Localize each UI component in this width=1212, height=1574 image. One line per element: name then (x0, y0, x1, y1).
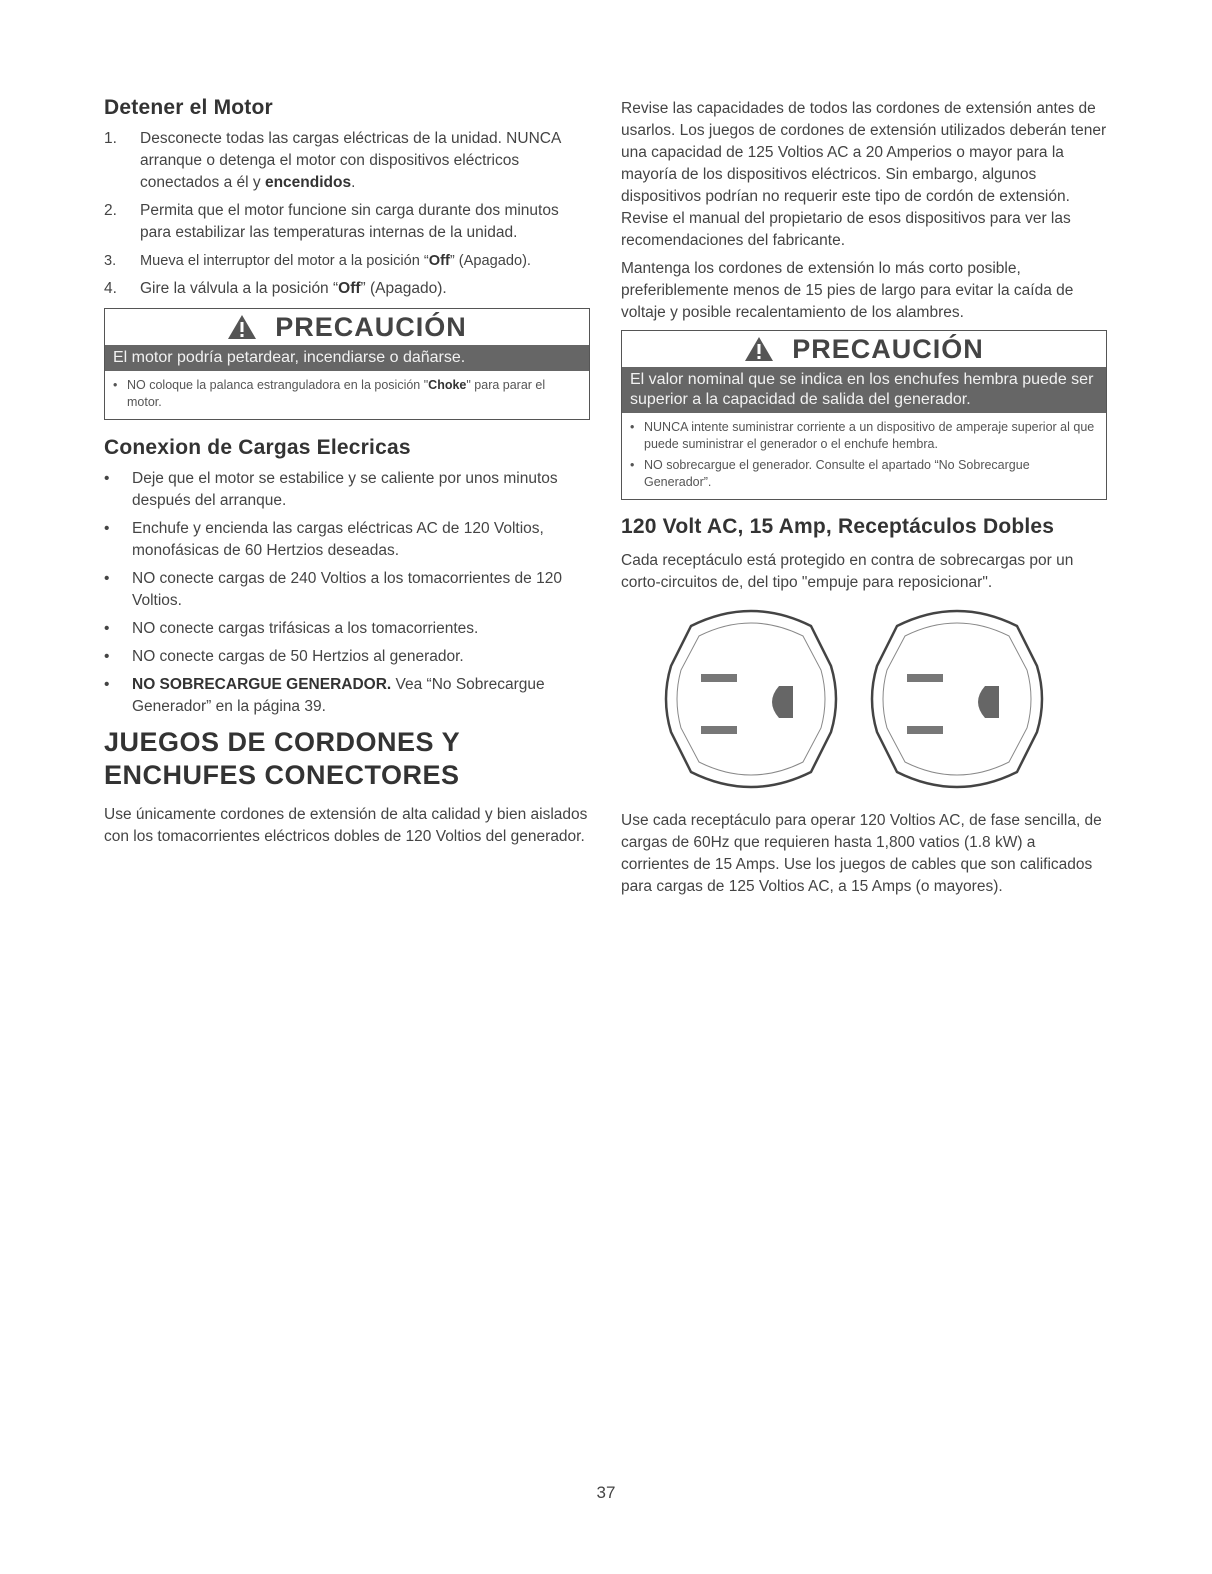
caution-title: PRECAUCIÓN (792, 333, 984, 364)
caution-bar: El motor podría petardear, incendiarse o dañarse. (105, 345, 589, 371)
right-column (621, 98, 1107, 904)
outlet-icon (867, 606, 1047, 792)
list-item: • NO conecte cargas trifásicas a los tomacorrientes. (104, 620, 479, 637)
list-item: • NO conecte cargas de 50 Hertzios al generador. (104, 648, 464, 665)
capacidades-paragraph: Revise las capacidades de todos las cordones de extensión antes de usarlos. Los juegos de cordones de extensión utilizados deberán tener una capacidad de 125 Voltios AC a 20 Amperios o mayor para la mayoría de los dispositivos eléctricos. Sin embargo, algunos dispositivos podrían no requerir este tipo de cordón de extensión. Revise el manual del propietario de esos dispositivos para ver las recomendaciones del fabricante. (621, 100, 1107, 249)
juegos-heading: JUEGOS DE CORDONES Y ENCHUFES CONECTORES (104, 727, 461, 790)
list-item: • NO conecte cargas de 240 Voltios a los tomacorrientes de 120 Voltios. (104, 570, 562, 609)
outlet-icon (661, 606, 841, 792)
duplex-receptacle-illustration (661, 606, 1107, 792)
caution-title: PRECAUCIÓN (275, 311, 467, 342)
cordones-paragraph: Mantenga los cordones de extensión lo más corto posible, preferiblemente menos de 15 pies de largo para evitar la caída de voltaje y posible recalentamiento de los alambres. (621, 260, 1074, 321)
receptacles-usage: Use cada receptáculo para operar 120 Voltios AC, de fase sencilla, de cargas de 60Hz que requieren hasta 1,800 vatios (1.8 kW) a corrientes de 15 Amps. Use los juegos de cables que son calificados para cargas de 125 Voltios AC, a 15 Amps (o mayores). (621, 812, 1102, 895)
receptacles-paragraph: Cada receptáculo está protegido en contra de sobrecargas por un corto-circuitos de, del tipo "empuje para reposicionar". (621, 552, 1074, 591)
juegos-paragraph: Use únicamente cordones de extensión de alta calidad y bien aislados con los tomacorrientes eléctricos dobles de 120 Voltios del generador. (104, 806, 588, 845)
list-item: • NO SOBRECARGUE GENERADOR. Vea “No Sobrecargue Generador” en la página 39. (104, 676, 545, 715)
caution-header (622, 331, 1106, 367)
list-item: 2. Permita que el motor funcione sin carga durante dos minutos para estabilizar las temperaturas internas de la unidad. (104, 202, 559, 241)
left-column (104, 96, 590, 854)
caution-box-enchufes (621, 330, 1107, 500)
page-number: 37 (596, 1483, 616, 1502)
conexion-heading: Conexion de Cargas Elecricas (104, 436, 411, 459)
caution-item: • NUNCA intente suministrar corriente a un dispositivo de amperaje superior al que puede suministrar el generador o el enchufe hembra. (630, 420, 1095, 451)
caution-box-motor (104, 308, 590, 420)
conexion-bullets (104, 468, 590, 718)
list-item: 4. Gire la válvula a la posición “Off” (Apagado). (104, 280, 447, 297)
detener-heading: Detener el Motor (104, 96, 273, 119)
list-item: • Enchufe y encienda las cargas eléctricas AC de 120 Voltios, monofásicas de 60 Hertzios deseadas. (104, 520, 544, 559)
caution-item: • NO coloque la palanca estranguladora en la posición "Choke" para parar el motor. (113, 378, 546, 409)
detener-steps (104, 128, 590, 300)
list-item: • Deje que el motor se estabilice y se caliente por unos minutos después del arranque. (104, 470, 558, 509)
receptacles-heading: 120 Volt AC, 15 Amp, Receptáculos Dobles (621, 515, 1055, 538)
caution-bar: El valor nominal que se indica en los enchufes hembra puede ser superior a la capacidad de salida del generador. (622, 367, 1106, 413)
list-item: 1. Desconecte todas las cargas eléctricas de la unidad. NUNCA arranque o detenga el motor con dispositivos eléctricos conectados a él y encendidos. (104, 130, 561, 191)
warning-triangle-icon (227, 314, 257, 340)
caution-header (105, 309, 589, 345)
list-item: 3. Mueva el interruptor del motor a la posición “Off” (Apagado). (104, 253, 531, 269)
caution-item: • NO sobrecargue el generador. Consulte el apartado “No Sobrecargue Generador”. (630, 458, 1030, 489)
warning-triangle-icon (744, 336, 774, 362)
